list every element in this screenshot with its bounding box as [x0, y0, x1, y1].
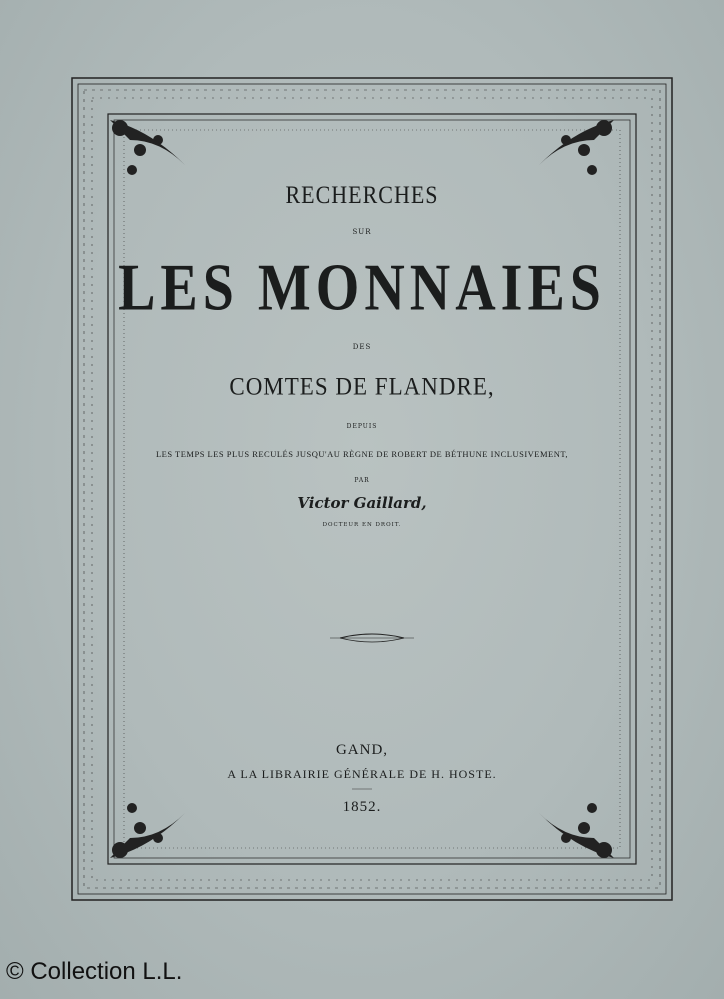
author-name: Victor Gaillard, [297, 494, 427, 512]
corner-ornament-top-right [539, 120, 614, 175]
author-role: DOCTEUR EN DROIT. [322, 522, 402, 528]
subject-title: COMTES DE FLANDRE, [229, 372, 495, 401]
copyright-watermark: © Collection L.L. [6, 958, 183, 985]
heading-recherches: RECHERCHES [285, 180, 439, 209]
connector-depuis: DEPUIS [346, 423, 378, 430]
decorative-rule [330, 634, 414, 642]
subtitle: LES TEMPS LES PLUS RECULÉS JUSQU'AU RÈGNE DE ROBERT DE BÉTHUNE INCLUSIVEMENT, [155, 449, 569, 459]
connector-par: PAR [354, 477, 370, 484]
connector-des: DES [352, 343, 372, 351]
publisher: A LA LIBRAIRIE GÉNÉRALE DE H. HOSTE. [227, 767, 497, 781]
publication-year: 1852. [342, 799, 382, 815]
main-title: LES MONNAIES [118, 250, 606, 326]
corner-ornament-top-left [110, 120, 185, 175]
publication-place: GAND, [335, 742, 389, 758]
connector-sur: SUR [352, 228, 372, 236]
